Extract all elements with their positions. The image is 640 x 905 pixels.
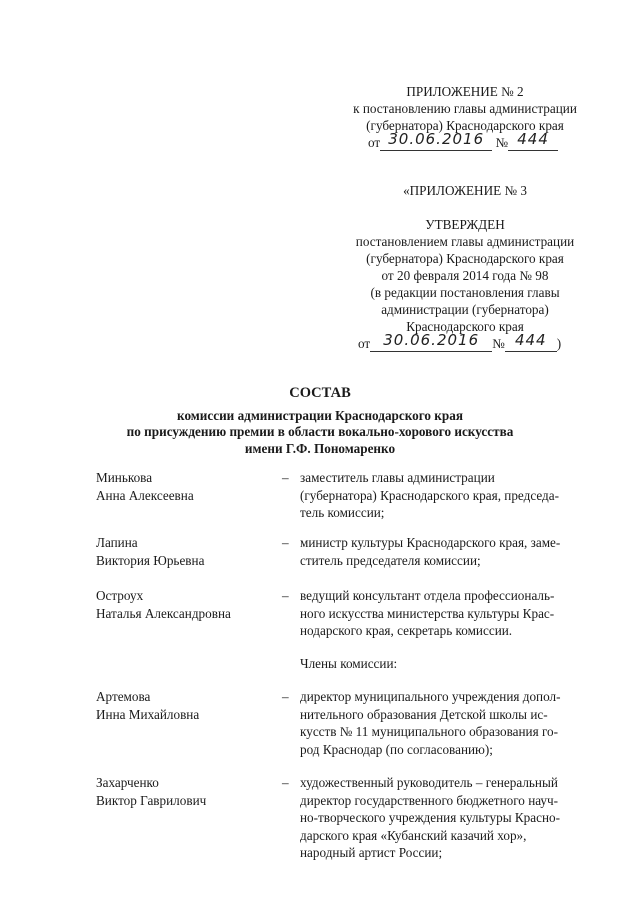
dash: –	[282, 470, 289, 485]
members-label: Члены комиссии:	[300, 656, 398, 671]
appendix-3-header	[300, 182, 630, 352]
member-surname: Артемова	[96, 689, 151, 704]
date-field	[380, 130, 492, 151]
handwritten-number-2: 444	[514, 331, 547, 349]
dash: –	[282, 689, 289, 704]
appendix-3-line-1: постановлением главы администрации	[355, 234, 575, 249]
desc-line: (губернатора) Краснодарского края, председа-	[300, 487, 559, 503]
closing-paren: )	[556, 336, 562, 351]
desc-line: кусств № 11 муниципального образования го-	[300, 724, 559, 739]
appendix-3-line-4: (в редакции постановления главы	[370, 285, 560, 300]
member-name	[96, 587, 286, 622]
heading-title: СОСТАВ	[289, 385, 351, 401]
desc-line: ведущий консультант отдела профессиональ-	[300, 588, 555, 603]
appendix-2-title: ПРИЛОЖЕНИЕ № 2	[406, 84, 524, 99]
heading-line-2: по присуждению премии в области вокально-хорового искусства	[126, 424, 514, 439]
member-surname: Захарченко	[96, 775, 159, 790]
desc-line: но-творческого учреждения культуры Красно-	[300, 810, 560, 825]
appendix-2-line-1: к постановлению главы администрации	[353, 101, 577, 116]
desc-line: тель комиссии;	[300, 505, 385, 520]
appendix-3-line-5: администрации (губернатора)	[381, 302, 549, 317]
date-field-2	[370, 331, 492, 352]
member-name	[96, 688, 286, 723]
appendix-3-line-6: Краснодарского края	[406, 319, 524, 334]
desc-line: директор государственного бюджетного науч-	[300, 792, 559, 808]
desc-line: министр культуры Краснодарского края, заме-	[300, 535, 561, 550]
member-description	[300, 534, 600, 569]
dash: –	[282, 775, 289, 790]
desc-line: народный артист России;	[300, 845, 443, 860]
number-field	[508, 130, 558, 151]
heading-line-1: комиссии администрации Краснодарского края	[177, 407, 463, 423]
desc-line: художественный руководитель – генеральный	[300, 775, 558, 790]
member-surname: Лапина	[96, 535, 138, 550]
appendix-3-line-3: от 20 февраля 2014 года № 98	[381, 268, 549, 283]
handwritten-date-2: 30.06.2016	[383, 331, 480, 349]
desc-line: заместитель главы администрации	[300, 470, 495, 485]
member-description	[300, 469, 600, 522]
number-label-2: №	[492, 336, 505, 351]
desc-line: ного искусства министерства культуры Крас-	[300, 605, 555, 621]
desc-line: нодарского края, секретарь комиссии.	[300, 623, 513, 638]
number-label: №	[495, 135, 509, 150]
member-surname: Минькова	[96, 470, 153, 485]
heading-line-3: имени Г.Ф. Пономаренко	[244, 440, 396, 456]
desc-line: род Краснодар (по согласованию);	[300, 741, 493, 757]
member-description	[300, 688, 600, 758]
member-given-name: Виктория Юрьевна	[96, 552, 205, 568]
member-name	[96, 534, 286, 569]
desc-line: директор муниципального учреждения допол-	[300, 689, 561, 704]
member-surname: Остроух	[96, 588, 144, 603]
member-name	[96, 774, 286, 809]
appendix-3-date-line	[300, 331, 630, 352]
from-label: от	[368, 135, 381, 150]
member-given-name: Наталья Александровна	[96, 605, 231, 621]
dash: –	[282, 588, 289, 603]
member-description	[300, 774, 600, 862]
appendix-3-title: «ПРИЛОЖЕНИЕ № 3	[403, 183, 527, 198]
desc-line: дарского края «Кубанский казачий хор»,	[300, 827, 527, 843]
member-given-name: Виктор Гаврилович	[96, 792, 207, 808]
desc-line: нительного образования Детской школы ис-	[300, 706, 548, 722]
handwritten-date: 30.06.2016	[388, 130, 485, 148]
member-description	[300, 587, 600, 640]
appendix-2-line-2: (губернатора) Краснодарского края	[366, 118, 564, 133]
dash: –	[282, 535, 289, 550]
from-label-2: от	[358, 336, 371, 351]
member-given-name: Инна Михайловна	[96, 706, 200, 722]
member-given-name: Анна Алексеевна	[96, 487, 194, 503]
number-field-2	[505, 331, 557, 352]
approved-label: УТВЕРЖДЕН	[425, 217, 505, 232]
handwritten-number: 444	[517, 130, 549, 148]
appendix-2-header	[300, 83, 630, 151]
appendix-3-line-2: (губернатора) Краснодарского края	[366, 251, 564, 266]
appendix-2-date-line	[300, 130, 630, 151]
document-heading	[0, 385, 640, 457]
member-name	[96, 469, 286, 504]
desc-line: ститель председателя комиссии;	[300, 552, 481, 568]
